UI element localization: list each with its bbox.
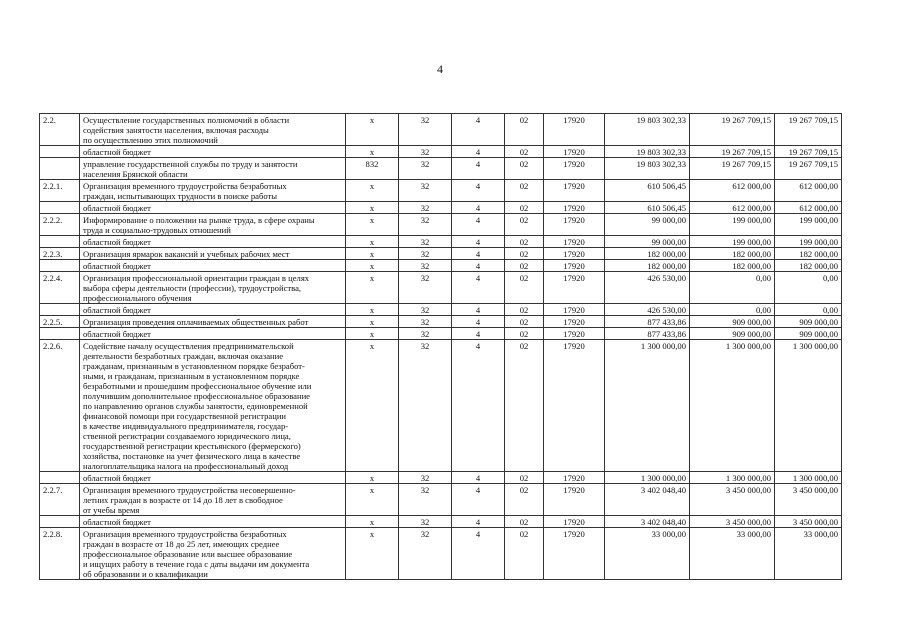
row-direction: 17920 [544,484,605,516]
table-row [40,272,842,304]
table-row [40,304,842,316]
row-amount-year2: 1 300 000,00 [690,472,775,484]
row-amount-year1: 610 506,45 [605,202,690,214]
row-code: 2.2.4. [40,272,80,304]
row-code [40,516,80,528]
row-section: 32 [399,158,452,180]
row-section: 32 [399,340,452,472]
row-amount-year1: 33 000,00 [605,528,690,580]
row-group: 02 [505,248,544,260]
row-section: 32 [399,328,452,340]
row-admin-code: x [346,316,399,328]
row-section: 32 [399,472,452,484]
row-subprogram: 4 [452,146,505,158]
row-subprogram: 4 [452,214,505,236]
row-code [40,304,80,316]
row-amount-year2: 909 000,00 [690,316,775,328]
row-subprogram: 4 [452,472,505,484]
row-amount-year3: 909 000,00 [775,316,842,328]
row-code [40,472,80,484]
row-direction: 17920 [544,214,605,236]
row-amount-year3: 3 450 000,00 [775,516,842,528]
row-amount-year2: 19 267 709,15 [690,158,775,180]
row-section: 32 [399,248,452,260]
row-amount-year2: 19 267 709,15 [690,114,775,146]
row-amount-year3: 612 000,00 [775,202,842,214]
row-group: 02 [505,260,544,272]
row-amount-year1: 877 433,86 [605,328,690,340]
row-admin-code: x [346,180,399,202]
table-row [40,114,842,146]
row-amount-year2: 612 000,00 [690,202,775,214]
row-subprogram: 4 [452,328,505,340]
row-description: Организация временного трудоустройства несовершенно- летних граждан в возрасте от 14 до 18 лет в свободное от учебы время [80,484,346,516]
row-amount-year1: 426 530,00 [605,272,690,304]
row-amount-year3: 199 000,00 [775,236,842,248]
row-amount-year3: 33 000,00 [775,528,842,580]
table-body [40,114,842,580]
row-admin-code: x [346,248,399,260]
table-row [40,146,842,158]
row-amount-year2: 182 000,00 [690,248,775,260]
row-code: 2.2.2. [40,214,80,236]
row-group: 02 [505,114,544,146]
row-admin-code: x [346,236,399,248]
row-direction: 17920 [544,340,605,472]
row-description: областной бюджет [80,328,346,340]
row-amount-year3: 1 300 000,00 [775,340,842,472]
row-admin-code: x [346,340,399,472]
table-row [40,472,842,484]
row-direction: 17920 [544,316,605,328]
row-subprogram: 4 [452,528,505,580]
row-subprogram: 4 [452,202,505,214]
row-code: 2.2.5. [40,316,80,328]
row-amount-year3: 3 450 000,00 [775,484,842,516]
row-amount-year2: 612 000,00 [690,180,775,202]
row-amount-year2: 0,00 [690,304,775,316]
table-row [40,516,842,528]
row-subprogram: 4 [452,236,505,248]
row-code [40,146,80,158]
row-code [40,158,80,180]
row-amount-year2: 199 000,00 [690,236,775,248]
row-admin-code: x [346,304,399,316]
row-description: областной бюджет [80,146,346,158]
row-section: 32 [399,236,452,248]
table-row [40,316,842,328]
row-admin-code: x [346,516,399,528]
row-section: 32 [399,114,452,146]
row-amount-year2: 0,00 [690,272,775,304]
row-admin-code: x [346,472,399,484]
row-direction: 17920 [544,158,605,180]
table-row [40,260,842,272]
row-group: 02 [505,146,544,158]
row-group: 02 [505,516,544,528]
row-amount-year2: 182 000,00 [690,260,775,272]
row-admin-code: 832 [346,158,399,180]
row-section: 32 [399,528,452,580]
row-group: 02 [505,484,544,516]
row-amount-year1: 99 000,00 [605,236,690,248]
row-amount-year3: 1 300 000,00 [775,472,842,484]
row-amount-year1: 19 803 302,33 [605,114,690,146]
row-direction: 17920 [544,114,605,146]
row-subprogram: 4 [452,158,505,180]
row-group: 02 [505,472,544,484]
row-group: 02 [505,304,544,316]
row-amount-year1: 19 803 302,33 [605,158,690,180]
row-description: Организация временного трудоустройства безработных граждан, испытывающих трудности в поиске работы [80,180,346,202]
row-amount-year2: 3 450 000,00 [690,484,775,516]
row-section: 32 [399,146,452,158]
row-group: 02 [505,316,544,328]
row-admin-code: x [346,328,399,340]
row-code [40,260,80,272]
row-amount-year3: 19 267 709,15 [775,146,842,158]
table-row [40,158,842,180]
row-amount-year2: 909 000,00 [690,328,775,340]
row-admin-code: x [346,484,399,516]
row-subprogram: 4 [452,316,505,328]
row-admin-code: x [346,114,399,146]
row-description: Организация временного трудоустройства безработных граждан в возрасте от 18 до 25 лет, имеющих среднее профессиональное образование или высшее образование и ищущих работу в течение года с даты выдачи им документа об образовании и о квалификации [80,528,346,580]
row-code [40,236,80,248]
row-direction: 17920 [544,146,605,158]
row-amount-year1: 3 402 048,40 [605,484,690,516]
row-group: 02 [505,202,544,214]
row-section: 32 [399,214,452,236]
row-direction: 17920 [544,472,605,484]
row-group: 02 [505,328,544,340]
table-row [40,214,842,236]
table-row [40,484,842,516]
row-direction: 17920 [544,260,605,272]
row-amount-year1: 610 506,45 [605,180,690,202]
row-section: 32 [399,180,452,202]
row-code: 2.2.1. [40,180,80,202]
row-code: 2.2.7. [40,484,80,516]
row-amount-year2: 1 300 000,00 [690,340,775,472]
row-subprogram: 4 [452,516,505,528]
row-direction: 17920 [544,516,605,528]
row-description: Организация профессиональной ориентации граждан в целях выбора сферы деятельности (профессии), трудоустройства, профессионального обучения [80,272,346,304]
row-section: 32 [399,260,452,272]
row-amount-year3: 199 000,00 [775,214,842,236]
row-section: 32 [399,484,452,516]
table-row [40,328,842,340]
table-row [40,236,842,248]
row-group: 02 [505,236,544,248]
row-amount-year1: 426 530,00 [605,304,690,316]
row-code: 2.2.8. [40,528,80,580]
table-row [40,202,842,214]
row-direction: 17920 [544,248,605,260]
row-group: 02 [505,340,544,472]
row-code: 2.2.3. [40,248,80,260]
row-description: областной бюджет [80,304,346,316]
table-row [40,528,842,580]
row-amount-year3: 0,00 [775,272,842,304]
row-admin-code: x [346,146,399,158]
row-group: 02 [505,528,544,580]
row-admin-code: x [346,528,399,580]
row-amount-year2: 19 267 709,15 [690,146,775,158]
row-direction: 17920 [544,236,605,248]
row-amount-year2: 33 000,00 [690,528,775,580]
row-group: 02 [505,158,544,180]
row-description: областной бюджет [80,472,346,484]
row-subprogram: 4 [452,484,505,516]
row-description: управление государственной службы по труду и занятости населения Брянской области [80,158,346,180]
row-code: 2.2.6. [40,340,80,472]
row-direction: 17920 [544,328,605,340]
row-group: 02 [505,214,544,236]
row-amount-year1: 182 000,00 [605,248,690,260]
row-amount-year3: 19 267 709,15 [775,114,842,146]
row-direction: 17920 [544,202,605,214]
row-subprogram: 4 [452,114,505,146]
row-subprogram: 4 [452,248,505,260]
row-direction: 17920 [544,304,605,316]
row-admin-code: x [346,202,399,214]
row-group: 02 [505,180,544,202]
row-amount-year3: 909 000,00 [775,328,842,340]
row-amount-year3: 182 000,00 [775,260,842,272]
budget-table [39,113,842,580]
row-admin-code: x [346,214,399,236]
row-amount-year3: 182 000,00 [775,248,842,260]
table-row [40,248,842,260]
row-subprogram: 4 [452,272,505,304]
row-description: областной бюджет [80,516,346,528]
row-direction: 17920 [544,528,605,580]
row-amount-year3: 0,00 [775,304,842,316]
row-subprogram: 4 [452,260,505,272]
row-section: 32 [399,272,452,304]
row-admin-code: x [346,272,399,304]
page-number: 4 [437,62,443,76]
row-direction: 17920 [544,272,605,304]
row-description: Содействие началу осуществления предпринимательской деятельности безработных граждан, включая оказание гражданам, признанным в установленном порядке безработ- ными, и гражданам, признанным в установленном порядке безработными и прошедшим профессиональное обучение или получившим дополнительное профессиональное образование по направлению органов службы занятости, единовременной финансовой помощи при государственной регистрации в качестве индивидуального предпринимателя, государ- ственной регистрации создаваемого юридического лица, государственной регистрации крестьянского (фермерского) хозяйства, постановке на учет физического лица в качестве налогоплательщика налога на профессиональный доход [80,340,346,472]
row-description: Организация ярмарок вакансий и учебных рабочих мест [80,248,346,260]
row-description: областной бюджет [80,236,346,248]
row-description: областной бюджет [80,202,346,214]
row-amount-year3: 612 000,00 [775,180,842,202]
row-direction: 17920 [544,180,605,202]
row-subprogram: 4 [452,180,505,202]
row-code [40,328,80,340]
row-amount-year1: 3 402 048,40 [605,516,690,528]
row-description: областной бюджет [80,260,346,272]
row-amount-year2: 199 000,00 [690,214,775,236]
row-amount-year2: 3 450 000,00 [690,516,775,528]
row-description: Организация проведения оплачиваемых общественных работ [80,316,346,328]
table-row [40,340,842,472]
row-code [40,202,80,214]
row-amount-year1: 19 803 302,33 [605,146,690,158]
table-row [40,180,842,202]
row-section: 32 [399,316,452,328]
row-group: 02 [505,272,544,304]
row-subprogram: 4 [452,340,505,472]
row-description: Информирование о положении на рынке труда, в сфере охраны труда и социально-трудовых отношений [80,214,346,236]
row-amount-year1: 877 433,86 [605,316,690,328]
row-description: Осуществление государственных полномочий в области содействия занятости населения, включая расходы по осуществлению этих полномочий [80,114,346,146]
row-section: 32 [399,304,452,316]
row-subprogram: 4 [452,304,505,316]
row-section: 32 [399,202,452,214]
row-code: 2.2. [40,114,80,146]
row-amount-year1: 182 000,00 [605,260,690,272]
row-amount-year1: 1 300 000,00 [605,472,690,484]
row-amount-year3: 19 267 709,15 [775,158,842,180]
row-section: 32 [399,516,452,528]
row-amount-year1: 1 300 000,00 [605,340,690,472]
row-amount-year1: 99 000,00 [605,214,690,236]
row-admin-code: x [346,260,399,272]
